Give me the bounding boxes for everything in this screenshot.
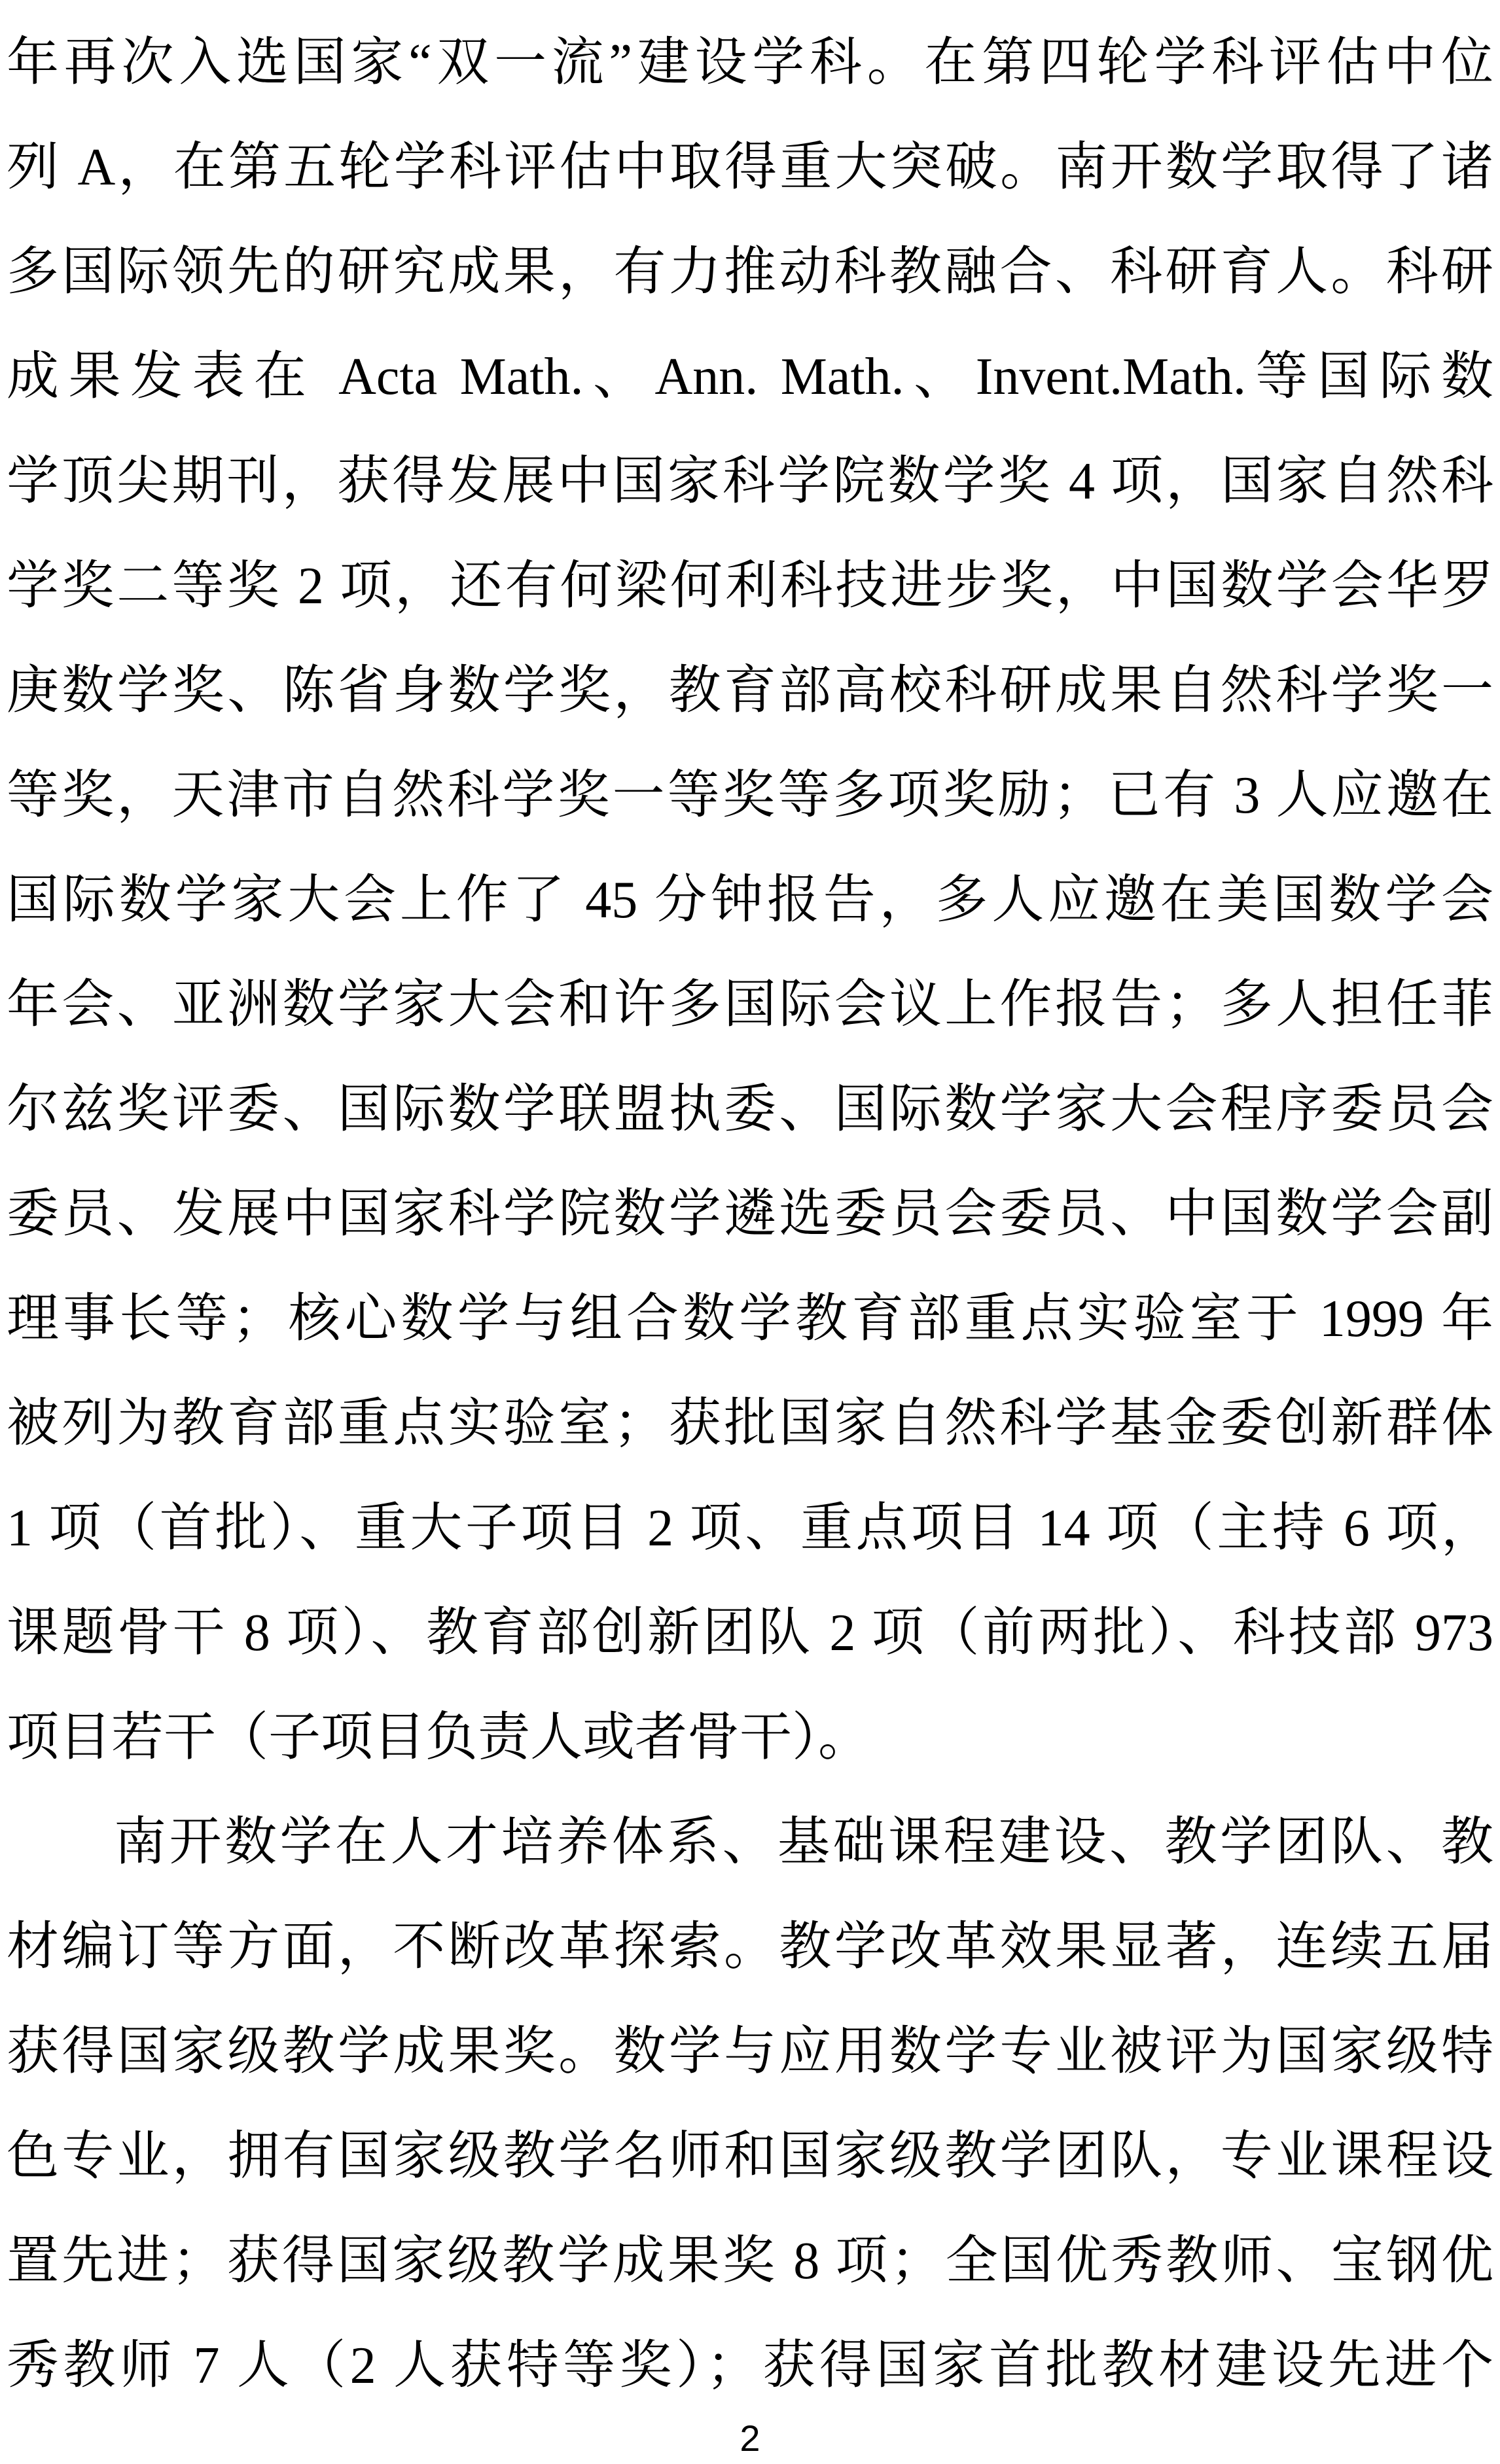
text-line: 材编订等方面，不断改革探索。教学改革效果显著，连续五届	[7, 1918, 1493, 1976]
text-line: 被列为教育部重点实验室；获批国家自然科学基金委创新群体	[7, 1395, 1493, 1452]
text-line: 年再次入选国家“双一流”建设学科。在第四轮学科评估中位	[7, 34, 1493, 92]
text-line: 置先进；获得国家级教学成果奖 8 项；全国优秀教师、宝钢优	[7, 2232, 1493, 2290]
text-line: 国际数学家大会上作了 45 分钟报告，多人应邀在美国数学会	[7, 871, 1493, 929]
page-number: 2	[740, 2418, 760, 2459]
text-line: 尔兹奖评委、国际数学联盟执委、国际数学家大会程序委员会	[7, 1081, 1493, 1138]
text-line: 庚数学奖、陈省身数学奖，教育部高校科研成果自然科学奖一	[7, 662, 1493, 720]
text-line: 秀教师 7 人（2 人获特等奖）；获得国家首批教材建设先进个	[7, 2337, 1493, 2395]
text-line-paragraph-end: 项目若干（子项目负责人或者骨干）。	[7, 1709, 870, 1767]
text-line: 学顶尖期刊，获得发展中国家科学院数学奖 4 项，国家自然科	[7, 453, 1493, 510]
text-line: 获得国家级教学成果奖。数学与应用数学专业被评为国家级特	[7, 2023, 1493, 2081]
text-line: 成果发表在 Acta Math.、Ann. Math.、Invent.Math.等国际数	[7, 348, 1493, 406]
text-line: 理事长等；核心数学与组合数学教育部重点实验室于 1999 年	[7, 1290, 1493, 1348]
text-line: 委员、发展中国家科学院数学遴选委员会委员、中国数学会副	[7, 1186, 1493, 1243]
text-line: 多国际领先的研究成果，有力推动科教融合、科研育人。科研	[7, 243, 1493, 301]
text-line: 课题骨干 8 项）、教育部创新团队 2 项（前两批）、科技部 973	[7, 1604, 1493, 1662]
text-block	[7, 10, 1493, 2418]
text-line: 年会、亚洲数学家大会和许多国际会议上作报告；多人担任菲	[7, 976, 1493, 1034]
text-line: 列 A，在第五轮学科评估中取得重大突破。南开数学取得了诸	[7, 139, 1493, 196]
text-line: 学奖二等奖 2 项，还有何梁何利科技进步奖，中国数学会华罗	[7, 557, 1493, 615]
text-line: 等奖，天津市自然科学奖一等奖等多项奖励；已有 3 人应邀在	[7, 767, 1493, 824]
text-line: 色专业，拥有国家级教学名师和国家级教学团队，专业课程设	[7, 2128, 1493, 2185]
text-line: 1 项（首批）、重大子项目 2 项、重点项目 14 项（主持 6 项，	[7, 1500, 1493, 1557]
text-line-paragraph-start: 南开数学在人才培养体系、基础课程建设、教学团队、教	[114, 1814, 1493, 1871]
